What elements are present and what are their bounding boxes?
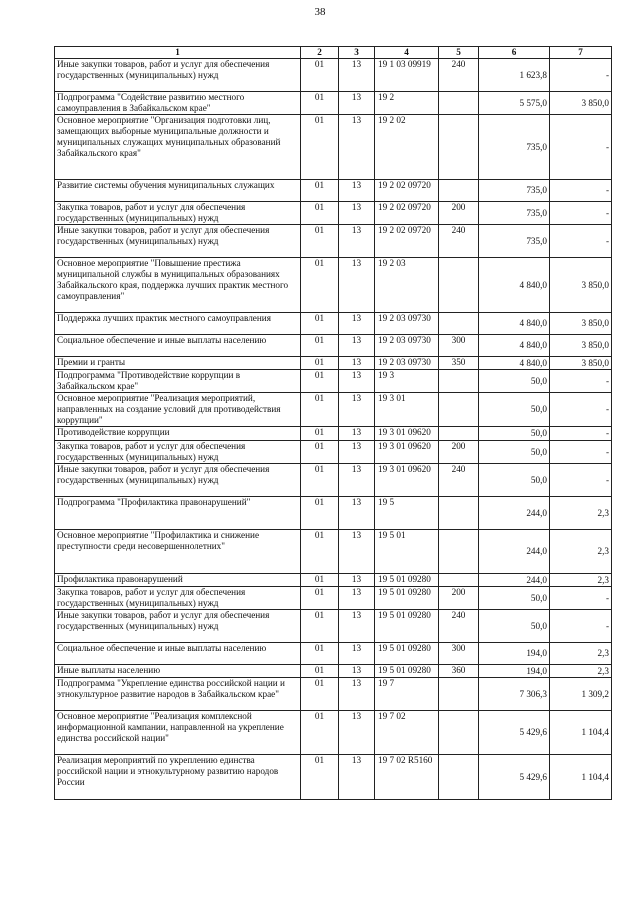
cell-sum1: 50,0 — [479, 441, 550, 464]
cell-name: Социальное обеспечение и иные выплаты населению — [55, 643, 301, 665]
cell-sum2: 3 850,0 — [550, 335, 612, 357]
cell-rz: 01 — [301, 587, 339, 610]
cell-csr: 19 2 03 09730 — [375, 357, 439, 370]
cell-pr: 13 — [339, 464, 375, 497]
cell-pr: 13 — [339, 357, 375, 370]
cell-csr: 19 7 — [375, 678, 439, 711]
cell-rz: 01 — [301, 92, 339, 115]
cell-csr: 19 2 02 09720 — [375, 180, 439, 202]
cell-rz: 01 — [301, 313, 339, 335]
cell-csr: 19 5 01 09280 — [375, 574, 439, 587]
cell-sum1: 735,0 — [479, 180, 550, 202]
cell-pr: 13 — [339, 711, 375, 755]
cell-vr — [439, 180, 479, 202]
table-row — [55, 202, 612, 225]
cell-name: Развитие системы обучения муниципальных служащих — [55, 180, 301, 202]
cell-name: Поддержка лучших практик местного самоуправления — [55, 313, 301, 335]
cell-rz: 01 — [301, 258, 339, 313]
cell-vr: 200 — [439, 441, 479, 464]
col-header: 2 — [301, 47, 339, 59]
cell-pr: 13 — [339, 202, 375, 225]
cell-sum1: 50,0 — [479, 393, 550, 427]
table-row — [55, 427, 612, 441]
cell-csr: 19 7 02 R5160 — [375, 755, 439, 800]
cell-name: Иные закупки товаров, работ и услуг для обеспечения государственных (муниципальных) нужд — [55, 59, 301, 92]
cell-csr: 19 5 01 09280 — [375, 610, 439, 643]
cell-sum1: 244,0 — [479, 530, 550, 574]
cell-csr: 19 3 — [375, 370, 439, 393]
cell-rz: 01 — [301, 665, 339, 678]
cell-csr: 19 2 03 09730 — [375, 335, 439, 357]
table-row — [55, 643, 612, 665]
cell-pr: 13 — [339, 497, 375, 530]
cell-sum2: - — [550, 441, 612, 464]
table-row — [55, 335, 612, 357]
cell-sum2: 1 104,4 — [550, 711, 612, 755]
cell-name: Закупка товаров, работ и услуг для обеспечения государственных (муниципальных) нужд — [55, 202, 301, 225]
table-row — [55, 610, 612, 643]
cell-rz: 01 — [301, 393, 339, 427]
cell-csr: 19 5 01 — [375, 530, 439, 574]
cell-sum1: 50,0 — [479, 587, 550, 610]
cell-sum1: 4 840,0 — [479, 313, 550, 335]
cell-sum1: 5 575,0 — [479, 92, 550, 115]
table-row — [55, 357, 612, 370]
cell-vr — [439, 574, 479, 587]
cell-sum2: - — [550, 202, 612, 225]
col-header: 7 — [550, 47, 612, 59]
cell-name: Реализация мероприятий по укреплению единства российской нации и этнокультурному развитию народов России — [55, 755, 301, 800]
table-row — [55, 393, 612, 427]
cell-pr: 13 — [339, 370, 375, 393]
cell-vr: 350 — [439, 357, 479, 370]
cell-vr — [439, 370, 479, 393]
cell-sum2: - — [550, 610, 612, 643]
cell-csr: 19 5 01 09280 — [375, 587, 439, 610]
cell-name: Закупка товаров, работ и услуг для обеспечения государственных (муниципальных) нужд — [55, 441, 301, 464]
cell-sum2: 2,3 — [550, 665, 612, 678]
cell-name: Основное мероприятие "Повышение престижа муниципальной службы в муниципальных образованиях Забайкальского края, поддержка лучших практик местного самоуправления" — [55, 258, 301, 313]
cell-rz: 01 — [301, 59, 339, 92]
cell-name: Подпрограмма "Противодействие коррупции в Забайкальском крае" — [55, 370, 301, 393]
cell-sum2: - — [550, 587, 612, 610]
cell-pr: 13 — [339, 587, 375, 610]
cell-rz: 01 — [301, 370, 339, 393]
col-header: 3 — [339, 47, 375, 59]
cell-pr: 13 — [339, 115, 375, 180]
table-row — [55, 755, 612, 800]
cell-name: Иные закупки товаров, работ и услуг для обеспечения государственных (муниципальных) нужд — [55, 464, 301, 497]
cell-sum2: - — [550, 393, 612, 427]
cell-rz: 01 — [301, 530, 339, 574]
cell-pr: 13 — [339, 610, 375, 643]
cell-vr: 240 — [439, 225, 479, 258]
col-header: 1 — [55, 47, 301, 59]
cell-name: Премии и гранты — [55, 357, 301, 370]
table-row — [55, 530, 612, 574]
cell-rz: 01 — [301, 755, 339, 800]
cell-rz: 01 — [301, 464, 339, 497]
col-header: 5 — [439, 47, 479, 59]
cell-rz: 01 — [301, 574, 339, 587]
cell-pr: 13 — [339, 427, 375, 441]
cell-sum1: 735,0 — [479, 225, 550, 258]
cell-pr: 13 — [339, 180, 375, 202]
cell-sum1: 735,0 — [479, 115, 550, 180]
cell-rz: 01 — [301, 335, 339, 357]
cell-pr: 13 — [339, 92, 375, 115]
cell-pr: 13 — [339, 393, 375, 427]
cell-name: Основное мероприятие "Реализация мероприятий, направленных на создание условий для противодействия коррупции" — [55, 393, 301, 427]
table-row — [55, 665, 612, 678]
table-row — [55, 370, 612, 393]
cell-sum1: 4 840,0 — [479, 357, 550, 370]
cell-rz: 01 — [301, 711, 339, 755]
cell-sum2: 2,3 — [550, 497, 612, 530]
cell-name: Подпрограмма "Укрепление единства российской нации и этнокультурное развитие народов в Забайкальском крае" — [55, 678, 301, 711]
cell-csr: 19 5 01 09280 — [375, 665, 439, 678]
cell-pr: 13 — [339, 59, 375, 92]
table-row — [55, 258, 612, 313]
cell-csr: 19 3 01 09620 — [375, 427, 439, 441]
cell-vr — [439, 313, 479, 335]
cell-vr — [439, 678, 479, 711]
cell-sum2: - — [550, 59, 612, 92]
cell-vr: 360 — [439, 665, 479, 678]
cell-csr: 19 3 01 09620 — [375, 464, 439, 497]
cell-name: Противодействие коррупции — [55, 427, 301, 441]
cell-vr: 240 — [439, 610, 479, 643]
cell-sum1: 4 840,0 — [479, 258, 550, 313]
cell-sum1: 194,0 — [479, 665, 550, 678]
cell-name: Иные закупки товаров, работ и услуг для обеспечения государственных (муниципальных) нужд — [55, 610, 301, 643]
cell-sum2: 3 850,0 — [550, 313, 612, 335]
cell-pr: 13 — [339, 335, 375, 357]
cell-csr: 19 5 01 09280 — [375, 643, 439, 665]
header-row — [55, 47, 612, 59]
table-row — [55, 574, 612, 587]
cell-sum1: 5 429,6 — [479, 711, 550, 755]
cell-sum2: 3 850,0 — [550, 92, 612, 115]
cell-sum1: 50,0 — [479, 464, 550, 497]
cell-pr: 13 — [339, 755, 375, 800]
cell-vr: 300 — [439, 335, 479, 357]
table-row — [55, 464, 612, 497]
cell-sum1: 50,0 — [479, 370, 550, 393]
cell-vr: 300 — [439, 643, 479, 665]
table-row — [55, 59, 612, 92]
cell-vr — [439, 755, 479, 800]
cell-csr: 19 2 02 — [375, 115, 439, 180]
cell-vr: 200 — [439, 202, 479, 225]
cell-pr: 13 — [339, 313, 375, 335]
cell-rz: 01 — [301, 225, 339, 258]
cell-sum2: 1 104,4 — [550, 755, 612, 800]
cell-rz: 01 — [301, 441, 339, 464]
cell-rz: 01 — [301, 610, 339, 643]
cell-csr: 19 2 02 09720 — [375, 202, 439, 225]
cell-vr — [439, 258, 479, 313]
cell-sum1: 7 306,3 — [479, 678, 550, 711]
cell-vr: 200 — [439, 587, 479, 610]
cell-name: Основное мероприятие "Организация подготовки лиц, замещающих выборные муниципальные должности и муниципальных служащих муниципальных образований Забайкальского края" — [55, 115, 301, 180]
table-row — [55, 225, 612, 258]
table-row — [55, 92, 612, 115]
cell-sum2: 1 309,2 — [550, 678, 612, 711]
cell-vr: 240 — [439, 464, 479, 497]
cell-pr: 13 — [339, 665, 375, 678]
cell-name: Профилактика правонарушений — [55, 574, 301, 587]
cell-csr: 19 3 01 — [375, 393, 439, 427]
cell-sum2: - — [550, 115, 612, 180]
cell-sum1: 735,0 — [479, 202, 550, 225]
cell-rz: 01 — [301, 678, 339, 711]
cell-name: Подпрограмма "Профилактика правонарушений" — [55, 497, 301, 530]
table-row — [55, 497, 612, 530]
cell-csr: 19 5 — [375, 497, 439, 530]
cell-pr: 13 — [339, 258, 375, 313]
cell-sum2: - — [550, 180, 612, 202]
table-row — [55, 711, 612, 755]
cell-sum2: - — [550, 427, 612, 441]
cell-rz: 01 — [301, 427, 339, 441]
cell-vr — [439, 115, 479, 180]
cell-sum1: 5 429,6 — [479, 755, 550, 800]
cell-vr: 240 — [439, 59, 479, 92]
cell-csr: 19 2 — [375, 92, 439, 115]
cell-name: Подпрограмма "Содействие развитию местного самоуправления в Забайкальском крае" — [55, 92, 301, 115]
cell-vr — [439, 393, 479, 427]
cell-sum1: 194,0 — [479, 643, 550, 665]
cell-sum2: 2,3 — [550, 530, 612, 574]
table-row — [55, 180, 612, 202]
cell-csr: 19 7 02 — [375, 711, 439, 755]
col-header: 4 — [375, 47, 439, 59]
table-row — [55, 115, 612, 180]
cell-pr: 13 — [339, 225, 375, 258]
cell-sum2: 3 850,0 — [550, 258, 612, 313]
table-row — [55, 587, 612, 610]
cell-name: Иные закупки товаров, работ и услуг для обеспечения государственных (муниципальных) нужд — [55, 225, 301, 258]
cell-sum1: 4 840,0 — [479, 335, 550, 357]
cell-csr: 19 2 03 — [375, 258, 439, 313]
cell-vr — [439, 92, 479, 115]
cell-sum1: 1 623,8 — [479, 59, 550, 92]
cell-vr — [439, 711, 479, 755]
cell-name: Социальное обеспечение и иные выплаты населению — [55, 335, 301, 357]
cell-sum2: - — [550, 370, 612, 393]
cell-pr: 13 — [339, 678, 375, 711]
cell-pr: 13 — [339, 441, 375, 464]
cell-sum2: 2,3 — [550, 574, 612, 587]
cell-sum2: - — [550, 225, 612, 258]
table-row — [55, 441, 612, 464]
cell-csr: 19 3 01 09620 — [375, 441, 439, 464]
col-header: 6 — [479, 47, 550, 59]
page-number: 38 — [314, 6, 326, 18]
table-row — [55, 313, 612, 335]
cell-name: Иные выплаты населению — [55, 665, 301, 678]
cell-sum2: 2,3 — [550, 643, 612, 665]
cell-sum1: 244,0 — [479, 497, 550, 530]
cell-sum1: 50,0 — [479, 427, 550, 441]
cell-vr — [439, 497, 479, 530]
budget-table — [54, 46, 612, 800]
cell-name: Закупка товаров, работ и услуг для обеспечения государственных (муниципальных) нужд — [55, 587, 301, 610]
cell-rz: 01 — [301, 202, 339, 225]
cell-pr: 13 — [339, 574, 375, 587]
cell-sum1: 50,0 — [479, 610, 550, 643]
cell-pr: 13 — [339, 530, 375, 574]
cell-sum1: 244,0 — [479, 574, 550, 587]
cell-vr — [439, 427, 479, 441]
cell-rz: 01 — [301, 497, 339, 530]
cell-rz: 01 — [301, 180, 339, 202]
cell-vr — [439, 530, 479, 574]
table-row — [55, 678, 612, 711]
cell-name: Основное мероприятие "Профилактика и снижение преступности среди несовершеннолетних" — [55, 530, 301, 574]
cell-rz: 01 — [301, 115, 339, 180]
cell-rz: 01 — [301, 357, 339, 370]
cell-name: Основное мероприятие "Реализация комплексной информационной кампании, направленной на укрепление единства российской нации" — [55, 711, 301, 755]
cell-pr: 13 — [339, 643, 375, 665]
cell-csr: 19 2 03 09730 — [375, 313, 439, 335]
cell-sum2: - — [550, 464, 612, 497]
cell-csr: 19 1 03 09919 — [375, 59, 439, 92]
cell-sum2: 3 850,0 — [550, 357, 612, 370]
cell-csr: 19 2 02 09720 — [375, 225, 439, 258]
cell-rz: 01 — [301, 643, 339, 665]
